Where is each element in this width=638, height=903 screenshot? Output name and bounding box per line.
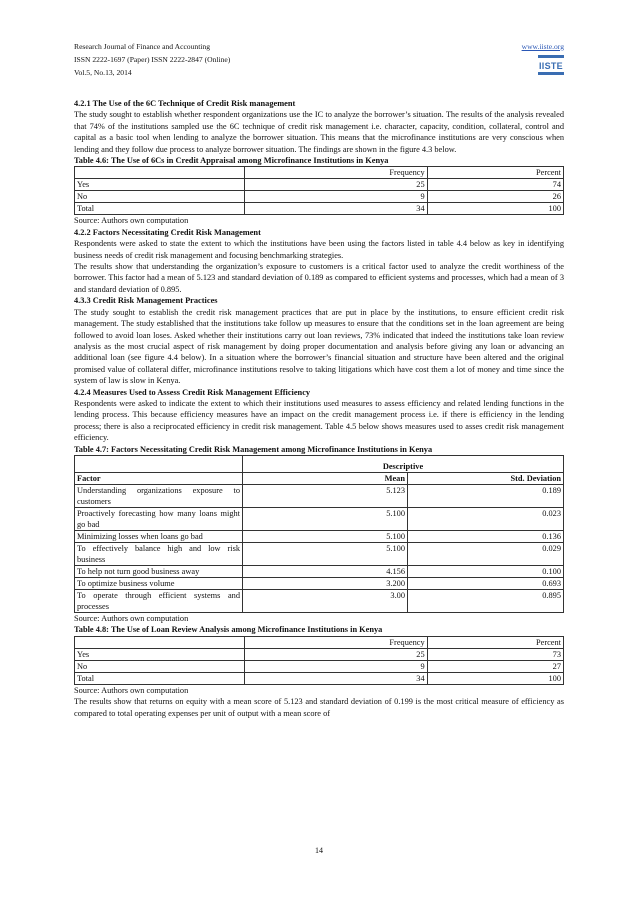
- table-row: Yes 25 74: [75, 179, 564, 191]
- table-source: Source: Authors own computation: [74, 685, 189, 695]
- paragraph: Respondents were asked to indicate the extent to which their institutions used measures to assess efficiency and related lending functions in the lending process. This because efficiency measures have an impact on the credit management process i.e. if there is efficiency in the lending process; there is also a reciprocated efficiency in credit risk management. Table 4.5 below shows measures used to asses credit risk management efficiency.: [74, 398, 564, 443]
- article-body: [74, 98, 564, 719]
- table-4-8: [74, 636, 564, 685]
- table-caption: Table 4.6: The Use of 6Cs in Credit Appraisal among Microfinance Institutions in Kenya: [74, 156, 389, 166]
- section-heading: 4.2.4 Measures Used to Assess Credit Risk Management Efficiency: [74, 387, 311, 397]
- table-caption: Table 4.8: The Use of Loan Review Analysis among Microfinance Institutions in Kenya: [74, 625, 383, 635]
- page-number: 14: [315, 846, 323, 855]
- iiste-logo: IISTE: [538, 55, 564, 75]
- table-header-row: Frequency Percent: [75, 167, 564, 179]
- journal-name: Research Journal of Finance and Accounting: [74, 42, 211, 51]
- table-row: Total 34 100: [75, 672, 564, 684]
- table-row: Proactively forecasting how many loans might go bad 5.100 0.023: [75, 507, 564, 530]
- paragraph: The study sought to establish whether respondent organizations use the IC to analyze the borrower’s situation. The results of the analysis revealed that 74% of the institutions sampled use the 6C technique of credit risk management i.e. character, capacity, condition, collateral, control and capital as a basic tool when lending to analyze the borrower situation. This means that the microfinance institutions are very conscious when lending and they follow due process to analyze borrower situation. The findings are shown in the figure 4.3 below.: [74, 110, 564, 154]
- page-header: [74, 40, 564, 98]
- table-row: Yes 25 73: [75, 648, 564, 660]
- table-4-6: [74, 166, 564, 215]
- page: [74, 40, 564, 719]
- table-row: To effectively balance high and low risk business 5.100 0.029: [75, 542, 564, 565]
- table-header-row: Frequency Percent: [75, 636, 564, 648]
- table-row: No 9 26: [75, 191, 564, 203]
- paragraph: The study sought to establish the credit risk management practices that are put in place by the institutions, to ensure efficient credit risk management. The study established that the institutions take follow up measures to ensure that the conditions set in the loan agreement are being followed to avoid loan loses. Asked whether their institutions carry out loan reviews, 73% indicated that indeed the institutions take loan review analysis as the most crucial aspect of risk management by doing proper documentation and analysis before giving any loan or advancing an additional loan (see figure 4.4 below). In a situation where the borrower’s financial situation and structure have been altered and the original promised value of collateral differ, microfinance institutions resolve to taking litigations which have cost them a lot of money and time since the system of law is slow in Kenya.: [74, 307, 564, 386]
- issn-line: ISSN 2222-1697 (Paper) ISSN 2222-2847 (Online): [74, 55, 231, 64]
- section-heading: 4.2.2 Factors Necessitating Credit Risk Management: [74, 227, 261, 237]
- table-row: Understanding organizations exposure to customers 5.123 0.189: [75, 484, 564, 507]
- table-row: To operate through efficient systems and processes 3.00 0.895: [75, 589, 564, 612]
- table-4-7: [74, 455, 564, 613]
- section-heading: 4.2.1 The Use of the 6C Technique of Credit Risk management: [74, 99, 296, 108]
- paragraph: Respondents were asked to state the extent to which the institutions have been using the factors listed in table 4.4 below as key in identifying business needs of credit risk management and focusing benchmarking strategies.: [74, 239, 564, 260]
- journal-url-link[interactable]: www.iiste.org: [521, 42, 564, 51]
- table-header-row: Factor Mean Std. Deviation: [75, 472, 564, 484]
- section-heading: 4.3.3 Credit Risk Management Practices: [74, 296, 218, 306]
- table-row: Total 34 100: [75, 203, 564, 215]
- table-row: To help not turn good business away 4.156 0.100: [75, 565, 564, 577]
- volume-line: Vol.5, No.13, 2014: [74, 68, 132, 77]
- table-caption: Table 4.7: Factors Necessitating Credit Risk Management among Microfinance Institutions in Kenya: [74, 444, 433, 454]
- table-row: To optimize business volume 3.200 0.693: [75, 577, 564, 589]
- paragraph: The results show that understanding the organization’s exposure to customers is a critical factor used to analyze the credit worthiness of the borrower. This factor had a mean of 5.123 and standard deviation of 0.189 as compared to efficient systems and processes, which had a mean of 3 and standard deviation of 0.895.: [74, 262, 564, 294]
- paragraph: The results show that returns on equity with a mean score of 5.123 and standard deviation of 0.199 is the most critical measure of efficiency as compared to total operating expenses per unit of output with a mean score of: [74, 697, 564, 718]
- table-group-header-row: Descriptive: [75, 455, 564, 472]
- table-source: Source: Authors own computation: [74, 216, 189, 226]
- table-row: No 9 27: [75, 660, 564, 672]
- table-source: Source: Authors own computation: [74, 613, 189, 623]
- table-row: Minimizing losses when loans go bad 5.100 0.136: [75, 530, 564, 542]
